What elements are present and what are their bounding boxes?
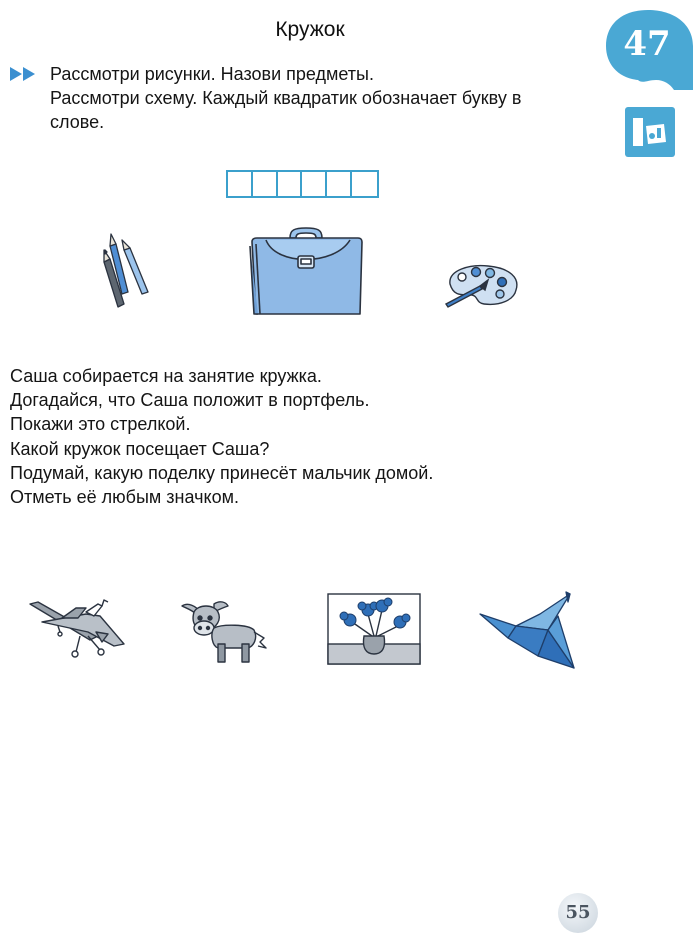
flower-painting-picture[interactable] (326, 592, 422, 671)
story-line: Догадайся, что Саша положит в портфель. (10, 390, 370, 411)
instruction-line: слове. (50, 112, 105, 132)
page-title: Кружок (275, 18, 345, 41)
origami-crane-picture[interactable] (478, 590, 580, 675)
toy-donkey-picture[interactable] (178, 598, 268, 673)
letter-box[interactable] (278, 172, 303, 196)
letter-box[interactable] (228, 172, 253, 196)
double-play-icon (10, 66, 38, 87)
briefcase-picture[interactable] (246, 226, 366, 323)
letter-box[interactable] (253, 172, 278, 196)
page-number: 55 (558, 893, 598, 933)
lesson-number: 47 (623, 24, 671, 64)
notebook-pair-icon (624, 106, 676, 158)
airplane-picture[interactable] (28, 596, 128, 667)
letter-box[interactable] (302, 172, 327, 196)
letter-scheme (226, 170, 379, 198)
instruction-line: Рассмотри схему. Каждый квадратик обозначает букву в (50, 88, 522, 108)
story-line: Отметь её любым значком. (10, 487, 239, 508)
pencils-picture[interactable] (96, 232, 162, 317)
story-line: Покажи это стрелкой. (10, 414, 191, 435)
story-text (10, 364, 610, 509)
letter-box[interactable] (352, 172, 377, 196)
letter-box[interactable] (327, 172, 352, 196)
task-instructions (10, 62, 620, 134)
story-line: Какой кружок посещает Саша? (10, 438, 270, 459)
palette-picture[interactable] (444, 262, 522, 313)
story-line: Подумай, какую поделку принесёт мальчик домой. (10, 462, 434, 483)
story-line: Саша собирается на занятие кружка. (10, 366, 322, 386)
instruction-line: Рассмотри рисунки. Назови предметы. (50, 64, 374, 84)
